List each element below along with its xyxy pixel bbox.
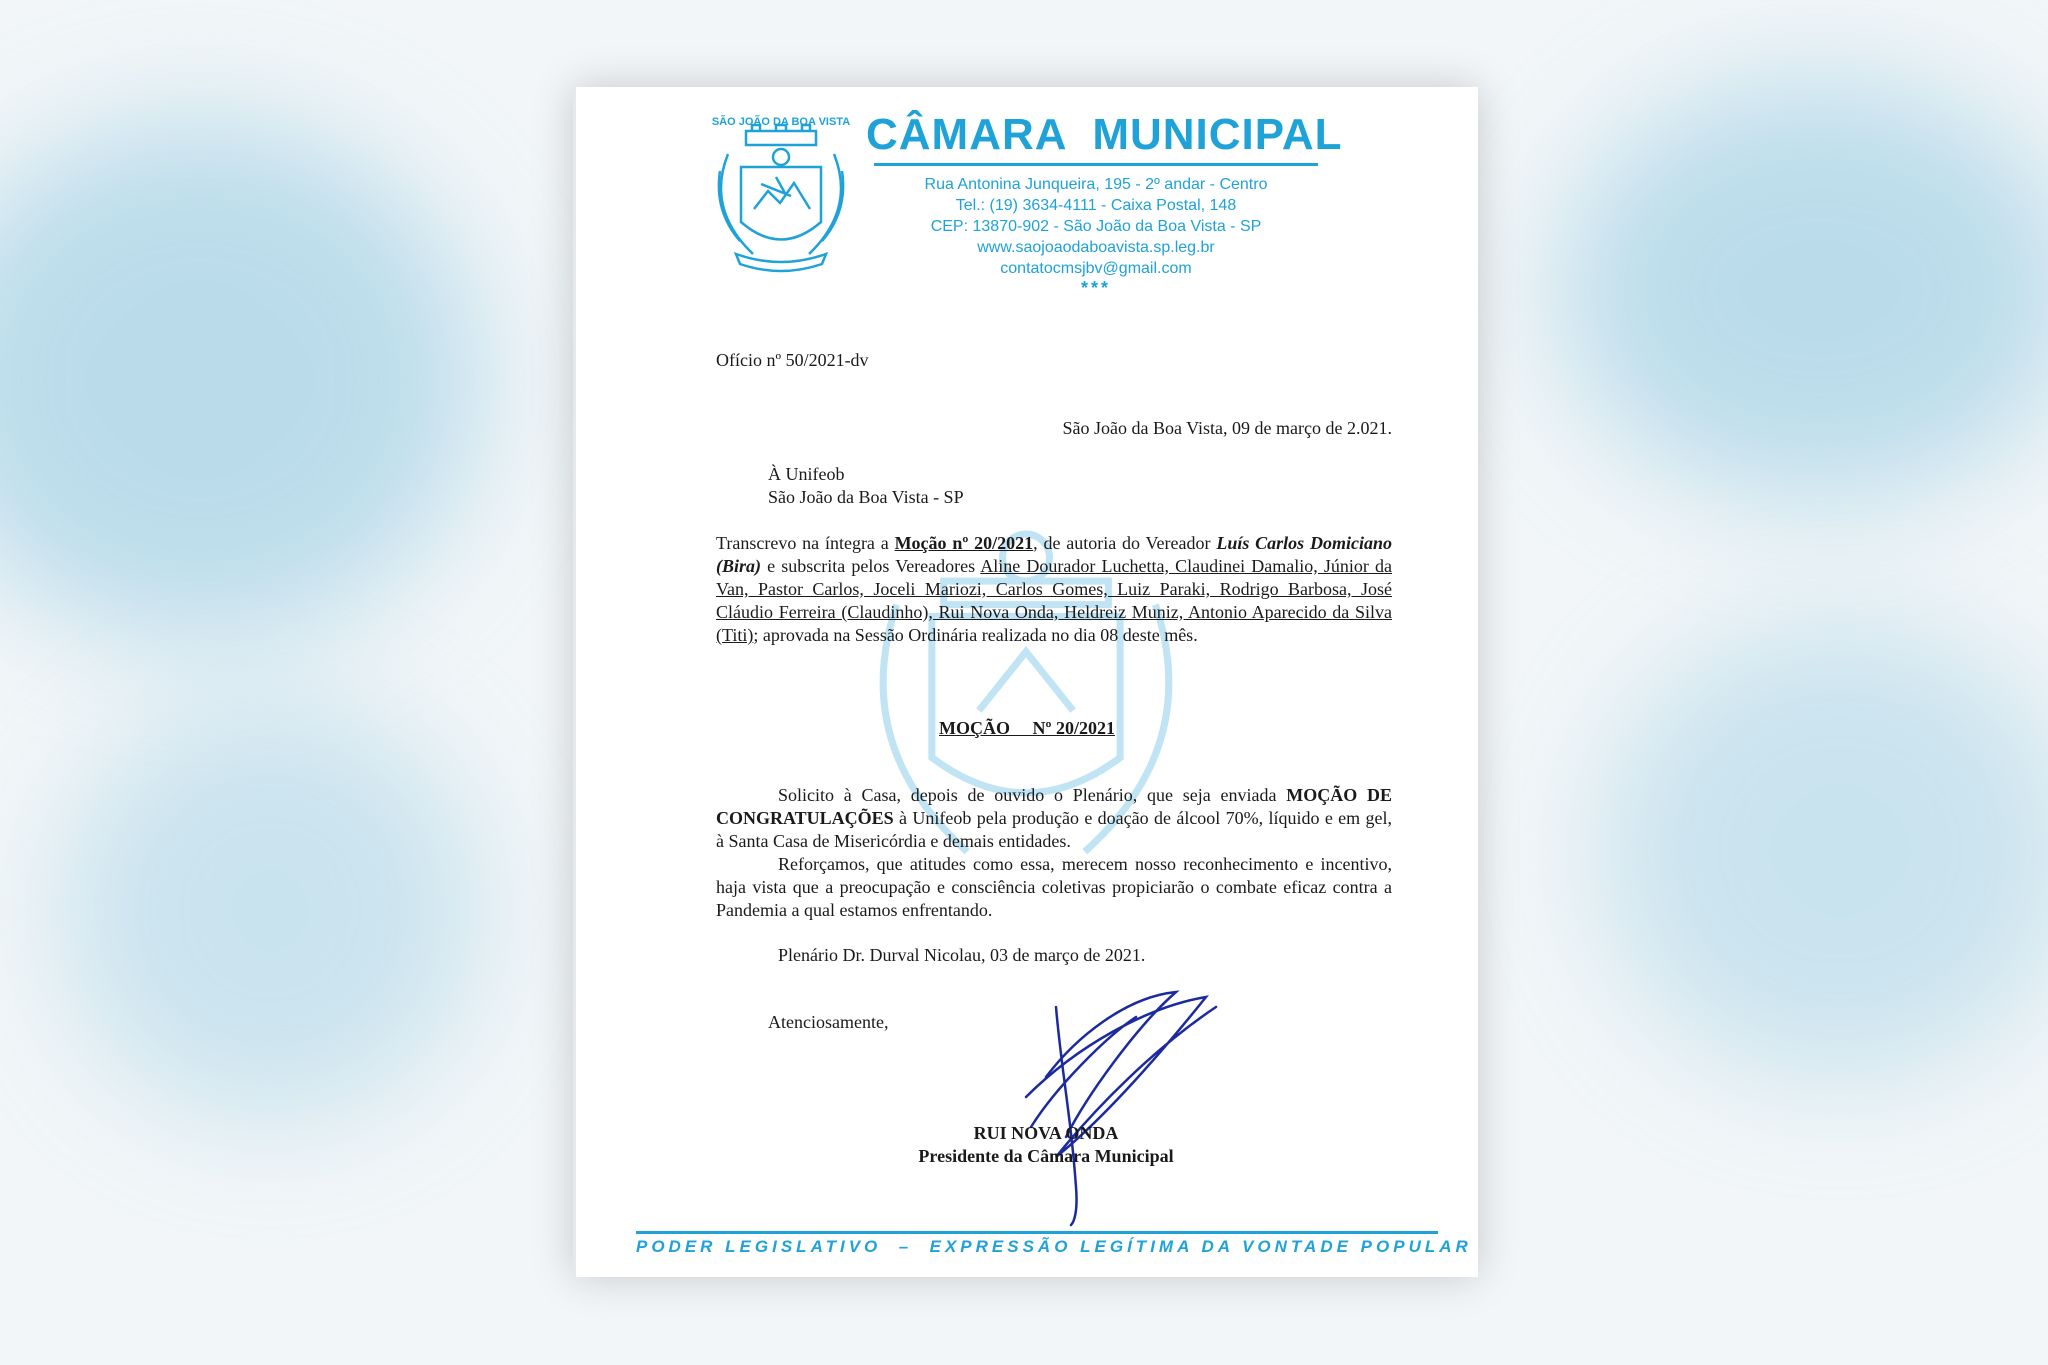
website-link[interactable]: www.saojoaodaboavista.sp.leg.br	[977, 239, 1215, 256]
signer-title: Presidente da Câmara Municipal	[918, 1146, 1174, 1166]
author-name: Luís Carlos Domiciano (Bira)	[716, 533, 1393, 576]
plenario-line: Plenário Dr. Durval Nicolau, 03 de março de 2021.	[778, 945, 1146, 965]
mocao-type: MOÇÃO DE CONGRATULAÇÕES	[716, 785, 1392, 828]
closing: Atenciosamente,	[768, 1012, 889, 1032]
handwritten-signature	[1016, 987, 1236, 1227]
title-rule	[874, 163, 1318, 166]
header-stars: ***	[1080, 278, 1111, 298]
institution-title: CÂMARA MUNICIPAL	[866, 110, 1343, 159]
phone-line: Tel.: (19) 3634-4111 - Caixa Postal, 148	[955, 197, 1237, 214]
email-link[interactable]: contatocmsjbv@gmail.com	[1000, 260, 1192, 277]
cosigners-list: Aline Dourador Luchetta, Claudinei Damalio, Júnior da Van, Pastor Carlos, Joceli Mariozi, Carlos Gomes, Luiz Paraki, Rodrigo Barbosa, José Cláudio Ferreira (Claudinho), Rui Nova Onda, Heldreiz Muniz, Antonio Aparecido da Silva (Titi)	[716, 556, 1393, 645]
recipient: À Unifeob	[768, 464, 845, 484]
date-line: São João da Boa Vista, 09 de março de 2.021.	[1062, 418, 1392, 438]
oficio-number: Ofício nº 50/2021-dv	[716, 350, 869, 370]
recipient-city: São João da Boa Vista - SP	[768, 487, 964, 507]
footer-rule	[636, 1231, 1438, 1234]
letterhead	[866, 109, 1343, 298]
address-line: Rua Antonina Junqueira, 195 - 2º andar - Centro	[924, 176, 1268, 193]
intro-paragraph: Transcrevo na íntegra a Moção nº 20/2021, de autoria do Vereador Luís Carlos Domiciano (Bira) e subscrita pelos Vereadores Aline Dourador Luchetta, Claudinei Damalio, Júnior da Van, Pastor Carlos, Joceli Mariozi, Carlos Gomes, Luiz Paraki, Rodrigo Barbosa, José Cláudio Ferreira (Claudinho), Rui Nova Onda, Heldreiz Muniz, Antonio Aparecido da Silva (Titi); aprovada na Sessão Ordinária realizada no dia 08 deste mês.	[716, 533, 1393, 645]
footer-motto: PODER LEGISLATIVO – EXPRESSÃO LEGÍTIMA DA VONTADE POPULAR	[636, 1237, 1472, 1256]
letter-page	[573, 87, 1478, 1277]
body-paragraph-1: Solicito à Casa, depois de ouvido o Plenário, que seja enviada MOÇÃO DE CONGRATULAÇÕES à Unifeob pela produção e doação de álcool 70%, líquido e em gel, à Santa Casa de Misericórdia e demais entidades.	[716, 785, 1392, 851]
cep-line: CEP: 13870-902 - São João da Boa Vista - SP	[930, 218, 1262, 235]
mocao-title: MOÇÃO Nº 20/2021	[939, 718, 1115, 738]
signer-name: RUI NOVA ONDA	[973, 1123, 1119, 1143]
coat-of-arms-logo	[706, 109, 856, 279]
body-paragraph-2: Reforçamos, que atitudes como essa, merecem nosso reconhecimento e incentivo, haja vista que a preocupação e consciência coletivas propiciarão o combate eficaz contra a Pandemia a qual estamos enfrentando.	[716, 854, 1392, 920]
mocao-reference: Moção nº 20/2021	[894, 533, 1034, 553]
seal-text: SÃO JOÃO DA BOA VISTA	[711, 116, 851, 128]
